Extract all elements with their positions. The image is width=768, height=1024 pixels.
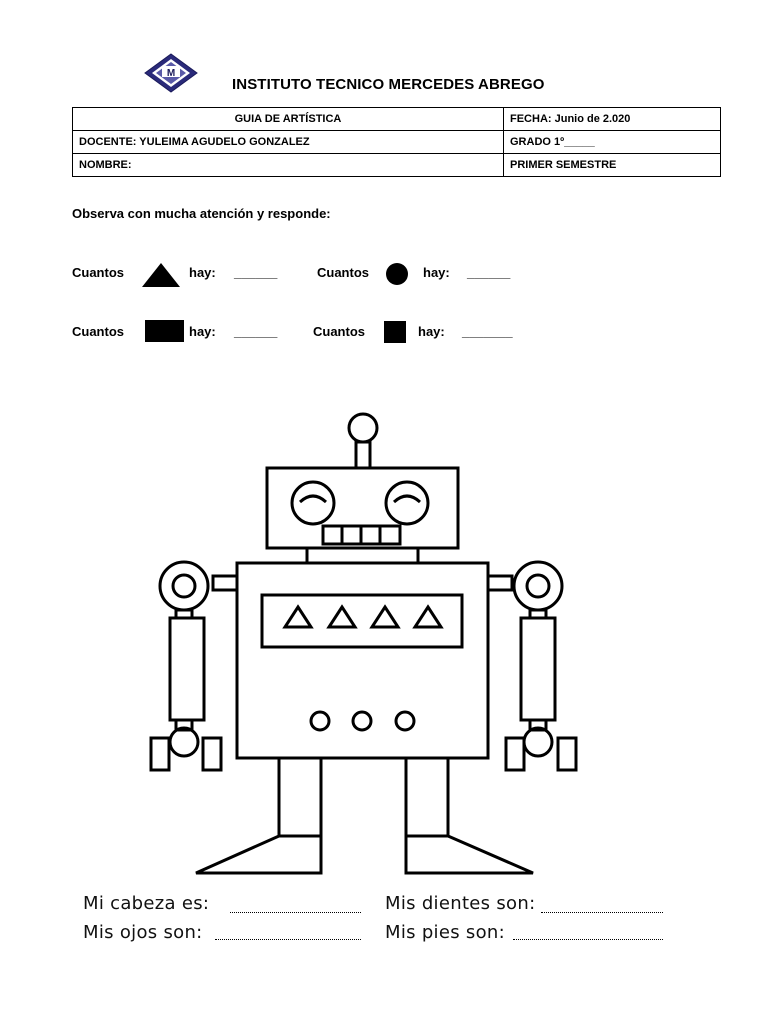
ojos-label: Mis ojos son:	[83, 922, 203, 943]
q1-answer-blank[interactable]: ______	[234, 265, 278, 280]
q2-word: Cuantos	[317, 265, 369, 280]
robot-drawing	[140, 408, 590, 878]
q1-hay: hay:	[189, 265, 216, 280]
school-title: INSTITUTO TECNICO MERCEDES ABREGO	[232, 76, 545, 93]
pies-answer-line[interactable]	[513, 938, 663, 940]
q3-answer-blank[interactable]: ______	[234, 324, 278, 339]
q1-word: Cuantos	[72, 265, 124, 280]
antenna-ball	[349, 414, 377, 442]
q2-answer-blank[interactable]: ______	[467, 265, 511, 280]
cabeza-label: Mi cabeza es:	[83, 893, 210, 914]
teacher-cell: DOCENTE: YULEIMA AGUDELO GONZALEZ	[73, 131, 504, 154]
table-row	[73, 154, 721, 177]
table-row	[73, 108, 721, 131]
q3-word: Cuantos	[72, 324, 124, 339]
circle-icon	[385, 262, 409, 286]
square-icon	[384, 321, 406, 343]
q2-hay: hay:	[423, 265, 450, 280]
triangle-icon	[141, 262, 181, 288]
school-logo	[143, 52, 199, 94]
name-cell: NOMBRE:	[73, 154, 504, 177]
rectangle-icon	[145, 320, 184, 342]
date-cell: FECHA: Junio de 2.020	[504, 108, 721, 131]
table-row	[73, 131, 721, 154]
svg-text:M: M	[166, 68, 176, 79]
cabeza-answer-line[interactable]	[230, 911, 361, 913]
guide-title: GUIA DE ARTÍSTICA	[73, 108, 504, 131]
pies-label: Mis pies son:	[385, 922, 505, 943]
instruction-text: Observa con mucha atención y responde:	[72, 206, 331, 221]
q3-hay: hay:	[189, 324, 216, 339]
q4-answer-blank[interactable]: _______	[462, 324, 513, 339]
ojos-answer-line[interactable]	[215, 938, 361, 940]
grade-cell: GRADO 1º_____	[504, 131, 721, 154]
semester-cell: PRIMER SEMESTRE	[504, 154, 721, 177]
q4-hay: hay:	[418, 324, 445, 339]
dientes-label: Mis dientes son:	[385, 893, 536, 914]
q4-word: Cuantos	[313, 324, 365, 339]
info-table	[72, 107, 721, 177]
antenna-stem	[356, 442, 370, 468]
dientes-answer-line[interactable]	[541, 911, 663, 913]
